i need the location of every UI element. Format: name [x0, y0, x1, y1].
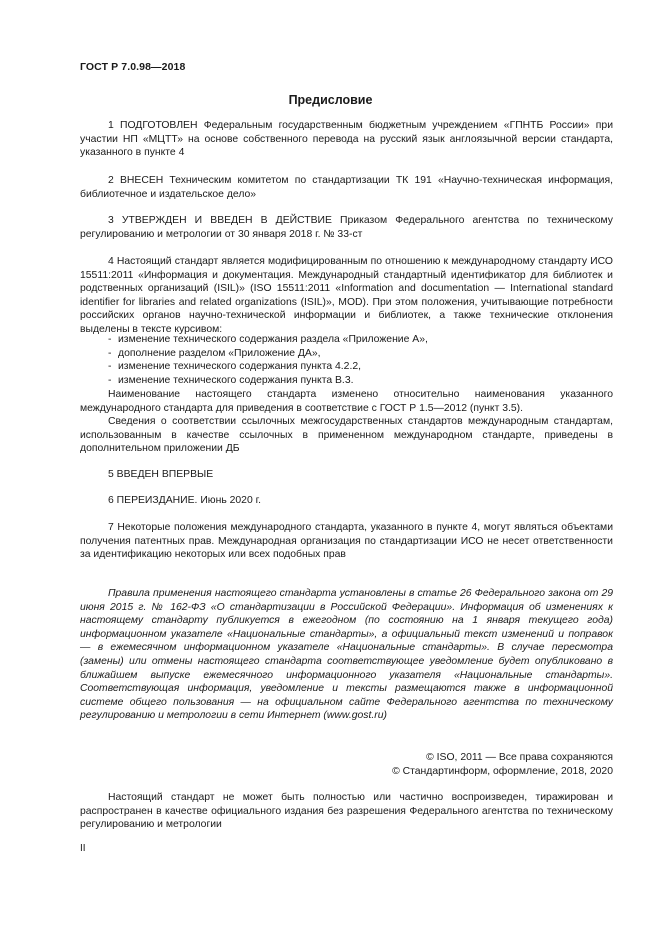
list-item: - изменение технического содержания пункта В.3. — [108, 374, 354, 386]
paragraph-references: Сведения о соответствии ссылочных межгосударственных стандартов международным стандартам, использованным в качестве ссылочных в примененном международном стандарте, приведены в дополнительном приложении ДБ — [80, 416, 613, 455]
copyright-standartinform: © Стандартинформ, оформление, 2018, 2020 — [392, 766, 613, 777]
paragraph-2: 2 ВНЕСЕН Техническим комитетом по стандартизации ТК 191 «Научно-техническая информация, библиотечное и издательское дело» — [80, 175, 613, 200]
paragraph-name-change: Наименование настоящего стандарта изменено относительно наименования указанного международного стандарта для приведения в соответствие с ГОСТ Р 1.5—2012 (пункт 3.5). — [80, 389, 613, 414]
paragraph-6: 6 ПЕРЕИЗДАНИЕ. Июнь 2020 г. — [108, 495, 262, 506]
document-code: ГОСТ Р 7.0.98—2018 — [80, 61, 186, 73]
paragraph-7: 7 Некоторые положения международного стандарта, указанного в пункте 4, могут являться объектами получения патентных прав. Международная организация по стандартизации ИСО не несет ответственности за идентификацию некоторых или всех подобных прав — [80, 522, 613, 561]
copyright-iso: © ISO, 2011 — Все права сохраняются — [426, 752, 613, 763]
list-item-text: изменение технического содержания пункта В.3. — [118, 374, 354, 386]
rules-notice: Правила применения настоящего стандарта установлены в статье 26 Федерального закона от 29 июня 2015 г. № 162-ФЗ «О стандартизации в Российской Федерации». Информация об изменениях к настоящему стандарту публикуется в ежегодном (по состоянию на 1 января текущего года) информационном указателе «Национальные стандарты», а официальный текст изменений и поправок — в ежемесячном информационном указателе «Национальные стандарты». В случае пересмотра (замены) или отмены настоящего стандарта соответствующее уведомление будет опубликовано в ближайшем выпуске ежемесячного информационного указателя «Национальные стандарты». Соответствующая информация, уведомление и тексты размещаются также в информационной системе общего пользования — на официальном сайте Федерального агентства по техническому регулированию и метрологии в сети Интернет (www.gost.ru) — [80, 588, 613, 722]
list-item-text: дополнение разделом «Приложение ДА», — [118, 347, 321, 359]
paragraph-4: 4 Настоящий стандарт является модифицированным по отношению к международному стандарту ИСО 15511:2011 «Информация и документация. Международный стандартный идентификатор для библиотек и родственных организаций (ISIL)» (ISO 15511:2011 «Information and documentation — International standard identifier for libraries and related organizations (ISIL)», MOD). При этом положения, учитывающие потребности российских органов научно-технической информации и библиотек, а также технические отклонения выделены в тексте курсивом: — [80, 256, 613, 335]
section-title: Предисловие — [288, 93, 373, 107]
reproduction-notice: Настоящий стандарт не может быть полностью или частично воспроизведен, тиражирован и распространен в качестве официального издания без разрешения Федерального агентства по техническому регулированию и метрологии — [80, 792, 613, 831]
page-number: II — [80, 843, 86, 854]
list-item: - изменение технического содержания пункта 4.2.2, — [108, 361, 361, 373]
list-item-text: изменение технического содержания пункта 4.2.2, — [118, 361, 361, 373]
list-item: - дополнение разделом «Приложение ДА», — [108, 347, 321, 359]
list-item-text: изменение технического содержания раздела «Приложение А», — [118, 334, 428, 345]
paragraph-3: 3 УТВЕРЖДЕН И ВВЕДЕН В ДЕЙСТВИЕ Приказом Федерального агентства по техническому регулированию и метрологии от 30 января 2018 г. № 33-ст — [80, 215, 613, 240]
paragraph-1: 1 ПОДГОТОВЛЕН Федеральным государственным бюджетным учреждением «ГПНТБ России» при участии НП «МЦТТ» на основе собственного перевода на русский язык англоязычной версии стандарта, указанного в пункте 4 — [80, 120, 613, 159]
list-item: - изменение технического содержания раздела «Приложение А», — [108, 334, 428, 345]
deviation-list — [80, 333, 613, 387]
paragraph-5: 5 ВВЕДЕН ВПЕРВЫЕ — [108, 469, 214, 480]
